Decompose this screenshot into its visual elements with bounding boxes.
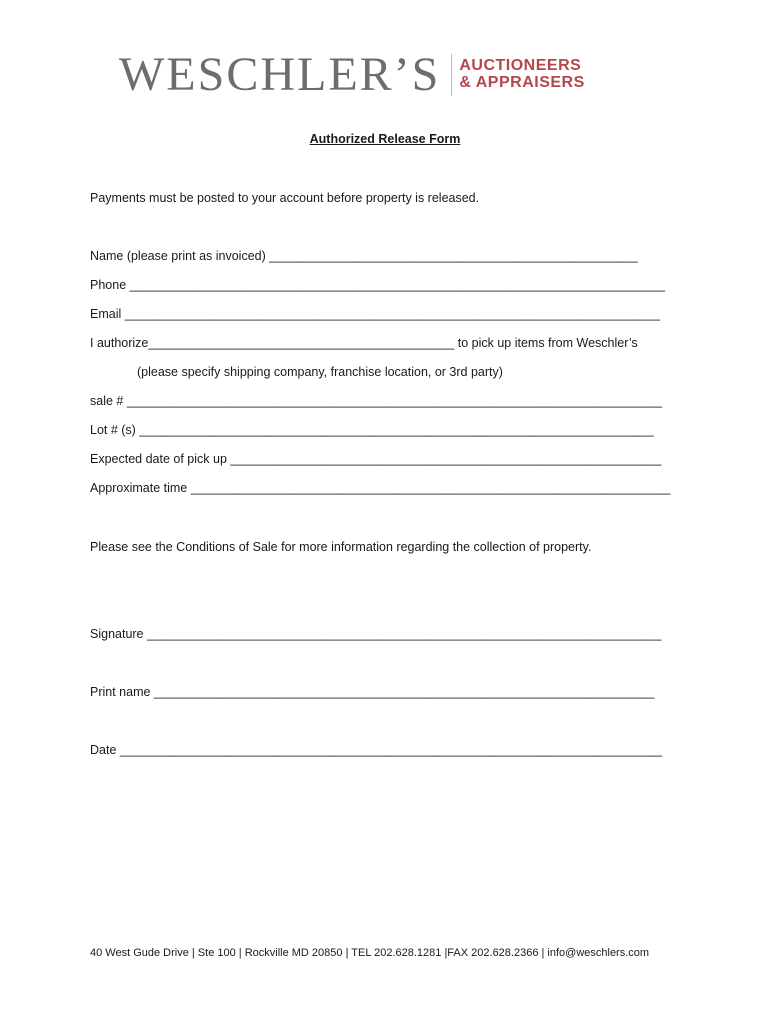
weschlers-logo	[119, 50, 585, 100]
email-field[interactable]: Email _____________________________________________________________________________	[90, 307, 661, 321]
date-field[interactable]: Date ______________________________________________________________________________	[90, 743, 663, 757]
logo-tagline	[459, 58, 584, 92]
logo-wordmark: WESCHLER’S	[119, 48, 441, 101]
pickup-date-field[interactable]: Expected date of pick up ______________________________________________________________	[90, 452, 662, 466]
logo-tagline-line2: & APPRAISERS	[459, 74, 585, 91]
logo-divider	[451, 54, 452, 96]
payment-notice: Payments must be posted to your account before property is released.	[90, 191, 480, 205]
phone-field[interactable]: Phone _____________________________________________________________________________	[90, 278, 665, 292]
authorize-field[interactable]: I authorize____________________________________________ to pick up items from Weschler’s	[90, 336, 638, 350]
form-title: Authorized Release Form	[309, 132, 461, 146]
authorize-note: (please specify shipping company, franchise location, or 3rd party)	[137, 365, 503, 379]
print-name-field[interactable]: Print name ________________________________________________________________________	[90, 685, 655, 699]
footer-address: 40 West Gude Drive | Ste 100 | Rockville MD 20850 | TEL 202.628.1281 |FAX 202.628.2366 | info@weschlers.com	[90, 947, 650, 959]
lot-number-field[interactable]: Lot # (s) __________________________________________________________________________	[90, 423, 654, 437]
signature-field[interactable]: Signature __________________________________________________________________________	[90, 627, 662, 641]
logo-tagline-line1: AUCTIONEERS	[459, 57, 582, 75]
sale-number-field[interactable]: sale # _____________________________________________________________________________	[90, 394, 663, 408]
name-field[interactable]: Name (please print as invoiced) _____________________________________________________	[90, 249, 638, 263]
conditions-notice: Please see the Conditions of Sale for more information regarding the collection of property.	[90, 540, 592, 554]
approximate-time-field[interactable]: Approximate time _____________________________________________________________________	[90, 481, 671, 495]
